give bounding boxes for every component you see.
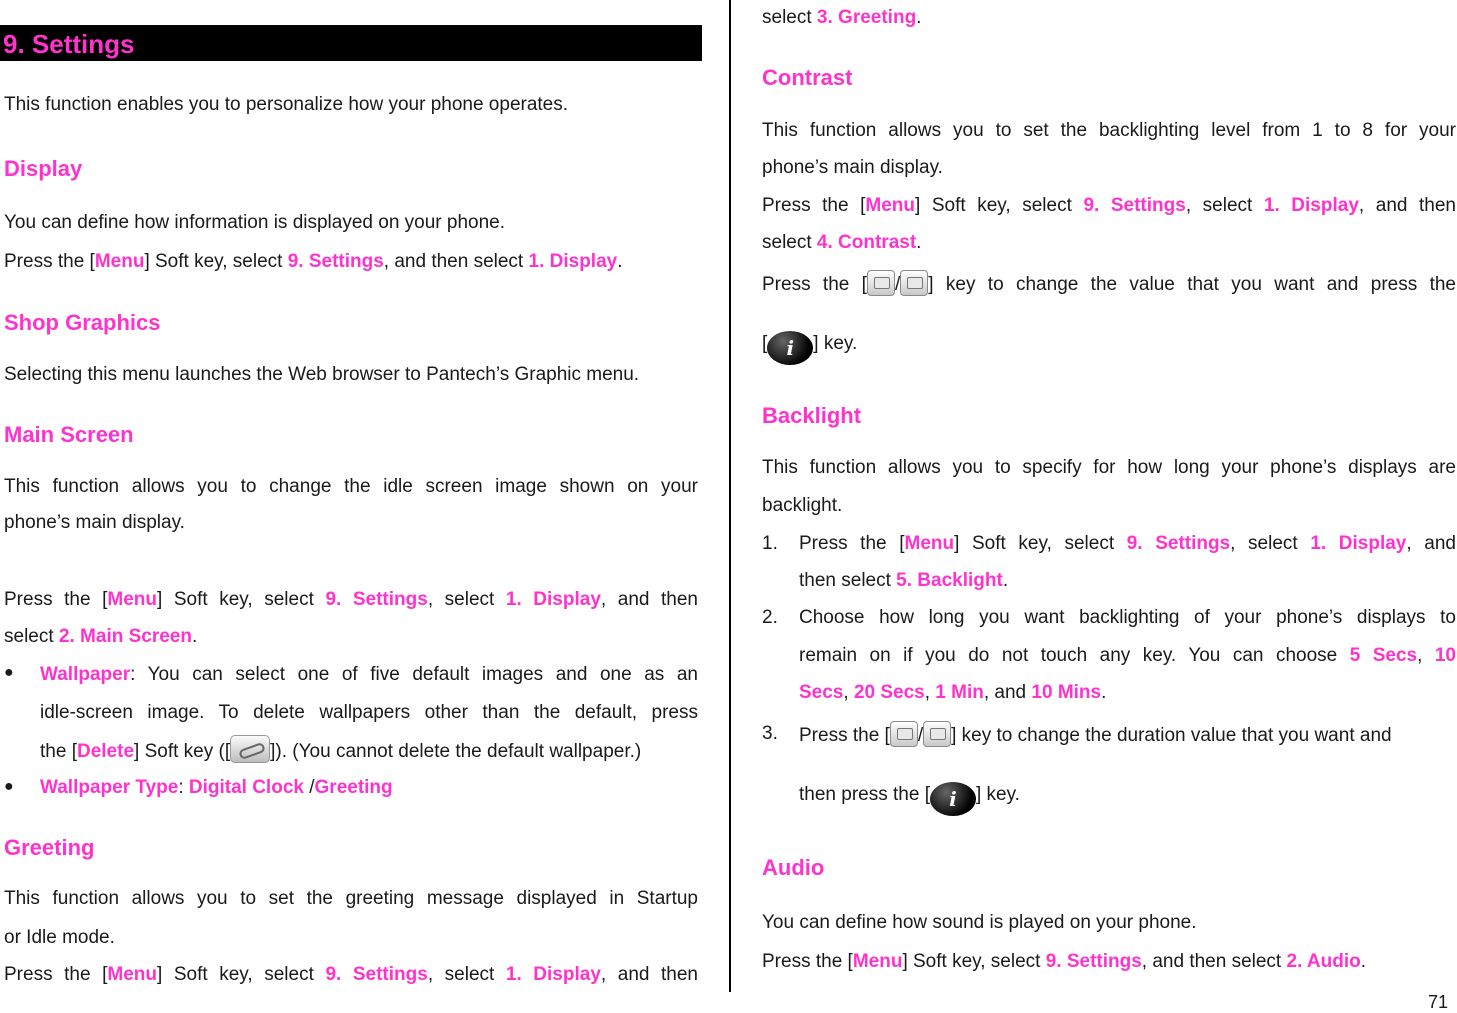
backlight-step2c: Secs, 20 Secs, 1 Min, and 10 Mins. xyxy=(799,682,1107,703)
section-banner xyxy=(0,25,702,61)
wallpaper-line1: Wallpaper: You can select one of five default images and one as an xyxy=(40,664,698,685)
audio-heading: Audio xyxy=(762,855,825,880)
greeting-line2: or Idle mode. xyxy=(4,927,115,948)
step-number: 3. xyxy=(762,723,778,744)
column-divider xyxy=(729,0,731,992)
contrast-line1: This function allows you to set the backlighting level from 1 to 8 for your xyxy=(762,120,1456,141)
backlight-heading: Backlight xyxy=(762,403,862,428)
backlight-step1b: then select 5. Backlight. xyxy=(799,570,1009,591)
clip-icon xyxy=(230,735,270,763)
backlight-line2: backlight. xyxy=(762,495,843,516)
banner-title: 9. Settings xyxy=(3,29,135,59)
step-number: 2. xyxy=(762,607,778,628)
contrast-path2: select 4. Contrast. xyxy=(762,232,922,253)
greeting-line1: This function allows you to set the greeting message displayed in Startup xyxy=(4,888,698,909)
audio-text: You can define how sound is played on your phone. xyxy=(762,912,1197,933)
wallpaper-type-line: Wallpaper Type: Digital Clock /Greeting xyxy=(40,777,393,798)
greeting-path: Press the [Menu] Soft key, select 9. Settings, select 1. Display, and then xyxy=(4,964,699,985)
shop-graphics-heading: Shop Graphics xyxy=(4,310,161,335)
contrast-key-line2: [ i ] key. xyxy=(762,331,857,365)
nav-left-icon xyxy=(867,270,895,296)
step-number: 1. xyxy=(762,533,778,554)
shop-graphics-text: Selecting this menu launches the Web browser to Pantech’s Graphic menu. xyxy=(4,364,640,385)
wallpaper-line3: the [Delete] Soft key ([ ]). (You cannot delete the default wallpaper.) xyxy=(40,735,641,765)
ok-key-icon: i xyxy=(767,331,813,365)
backlight-step2b: remain on if you do not touch any key. You can choose 5 Secs, 10 xyxy=(799,645,1456,666)
main-screen-path: Press the [Menu] Soft key, select 9. Settings, select 1. Display, and then xyxy=(4,589,699,610)
nav-right-icon xyxy=(923,721,951,747)
greeting-heading: Greeting xyxy=(4,835,95,860)
contrast-line2: phone’s main display. xyxy=(762,157,943,178)
main-screen-heading: Main Screen xyxy=(4,422,134,447)
main-screen-line2: phone’s main display. xyxy=(4,512,185,533)
intro-text: This function enables you to personalize how your phone operates. xyxy=(4,94,569,115)
contrast-key-line1: Press the [ / ] key to change the value that you want and press the xyxy=(762,270,1456,298)
bullet-icon: ● xyxy=(4,664,14,681)
ok-key-icon: i xyxy=(930,782,976,816)
contrast-path: Press the [Menu] Soft key, select 9. Settings, select 1. Display, and then xyxy=(762,195,1457,216)
backlight-step2: Choose how long you want backlighting of your phone’s displays to xyxy=(799,607,1456,628)
display-path: Press the [Menu] Soft key, select 9. Settings, and then select 1. Display. xyxy=(4,251,623,272)
bullet-icon: ● xyxy=(4,778,14,795)
main-screen-path2: select 2. Main Screen. xyxy=(4,626,198,647)
wallpaper-line2: idle-screen image. To delete wallpapers other than the default, press xyxy=(40,702,698,723)
main-screen-line1: This function allows you to change the idle screen image shown on your xyxy=(4,476,698,497)
backlight-step3b: then press the [ i ] key. xyxy=(799,782,1020,816)
display-text: You can define how information is displayed on your phone. xyxy=(4,212,506,233)
nav-right-icon xyxy=(900,270,928,296)
page-number: 71 xyxy=(1427,992,1448,1012)
contrast-heading: Contrast xyxy=(762,65,853,90)
nav-left-icon xyxy=(890,721,918,747)
display-heading: Display xyxy=(4,156,83,181)
backlight-step3: Press the [ / ] key to change the duration value that you want and xyxy=(799,721,1392,749)
audio-path: Press the [Menu] Soft key, select 9. Settings, and then select 2. Audio. xyxy=(762,951,1367,972)
greeting-path2: select 3. Greeting. xyxy=(762,7,922,28)
backlight-line1: This function allows you to specify for how long your phone’s displays are xyxy=(762,457,1456,478)
backlight-step1: Press the [Menu] Soft key, select 9. Settings, select 1. Display, and xyxy=(799,533,1456,554)
